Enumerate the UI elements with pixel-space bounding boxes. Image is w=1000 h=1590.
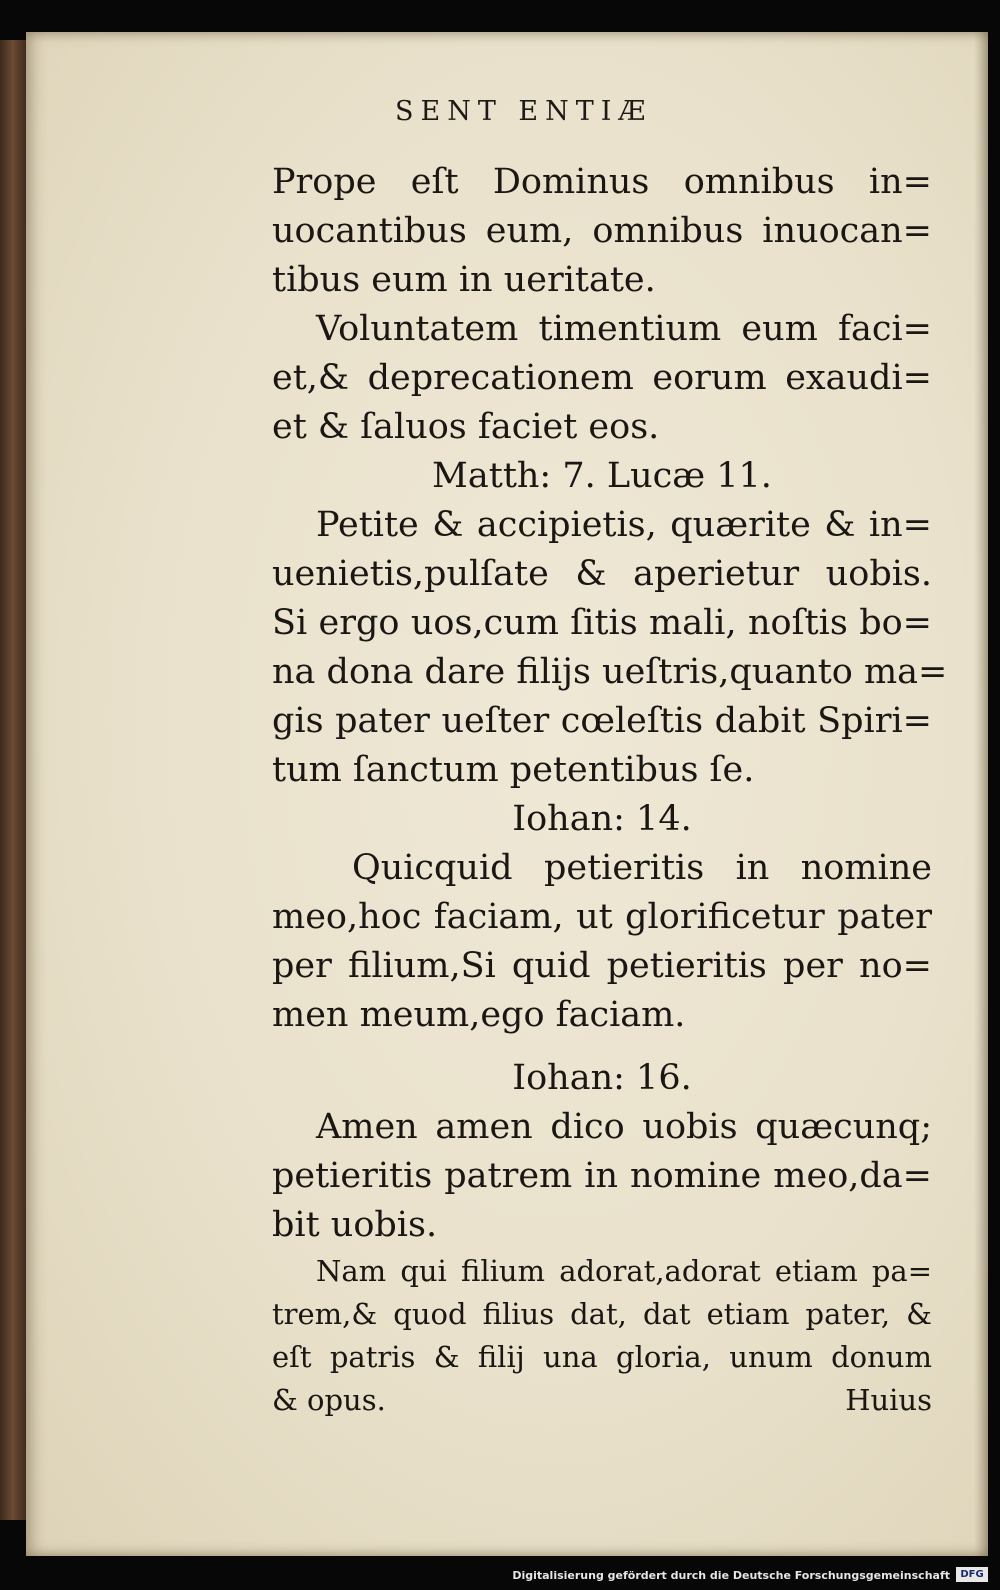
text-line: Amen amen dico uobis quæcunq;: [316, 1107, 932, 1147]
text-block: [272, 158, 948, 1422]
text-line: na dona dare filijs ueſtris,quanto ma=: [272, 652, 948, 692]
closing-paragraph: [272, 1250, 932, 1422]
dfg-logo: DFG: [956, 1567, 988, 1582]
running-head: SENT ENTIÆ: [395, 96, 653, 127]
footer-credit: Digitalisierung gefördert durch die Deutsche Forschungsgemeinschaft: [512, 1569, 950, 1582]
book-edge: [0, 40, 28, 1520]
text-line: & opus.: [272, 1383, 386, 1417]
text-line: gis pater ueſter cœleſtis dabit Spiri=: [272, 701, 932, 741]
text-line: Voluntatem timentium eum faci=: [316, 309, 932, 349]
page-fold-shadow: [974, 32, 988, 1556]
text-line: uocantibus eum, omnibus inuocan=: [272, 211, 932, 251]
text-line: Si ergo uos,cum ſitis mali, noſtis bo=: [272, 603, 932, 643]
text-line: per filium,Si quid petieritis per no=: [272, 946, 932, 986]
spacer: [272, 1040, 932, 1054]
text-line: Petite & accipietis, quærite & in=: [316, 505, 932, 545]
section-heading: Matth: 7. Lucæ 11.: [432, 456, 772, 496]
text-line: bit uobis.: [272, 1205, 438, 1245]
text-line: et & ſaluos faciet eos.: [272, 407, 660, 447]
text-line: tum ſanctum petentibus ſe.: [272, 750, 755, 790]
text-line: meo,hoc faciam, ut glorificetur pater: [272, 897, 932, 937]
text-line: men meum,ego faciam.: [272, 995, 686, 1035]
text-line: eſt patris & filij una gloria, unum donum: [272, 1340, 932, 1374]
text-line: tibus eum in ueritate.: [272, 260, 656, 300]
final-row: [272, 1379, 932, 1422]
text-line: et,& deprecationem eorum exaudi=: [272, 358, 932, 398]
text-line: uenietis,pulſate & aperietur uobis.: [272, 554, 932, 594]
section-heading: Iohan: 14.: [512, 799, 692, 839]
text-line: Quicquid petieritis in nomine: [352, 848, 932, 888]
text-line: Prope eſt Dominus omnibus in=: [272, 162, 932, 202]
text-line: petieritis patrem in nomine meo,da=: [272, 1156, 932, 1196]
text-line: trem,& quod filius dat, dat etiam pater, &: [272, 1297, 932, 1331]
text-line: Nam qui filium adorat,adorat etiam pa=: [316, 1254, 932, 1288]
section-heading: Iohan: 16.: [512, 1058, 692, 1098]
catchword: Huius: [845, 1383, 932, 1417]
